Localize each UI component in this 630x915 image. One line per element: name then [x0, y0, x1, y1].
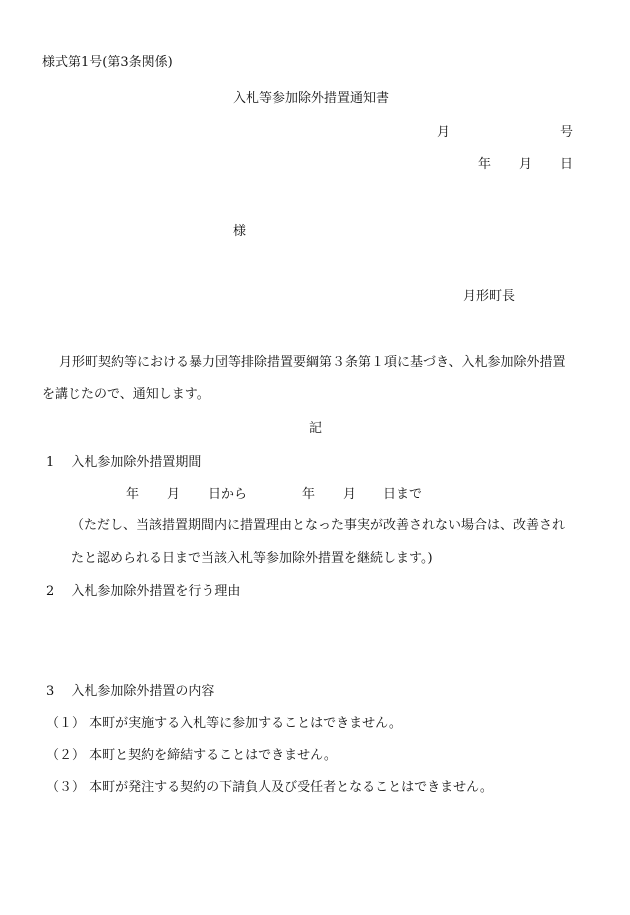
number-suffix-label: 号: [560, 125, 574, 140]
content-item-1: （１） 本町が実施する入札等に参加することはできません。: [46, 716, 402, 731]
date-month-label: 月: [519, 157, 533, 172]
period-note-line-1: （ただし、当該措置期間内に措置理由となった事実が改善されない場合は、改善され: [71, 518, 566, 533]
document-title: 入札等参加除外措置通知書: [233, 91, 390, 106]
period-start-year: 年: [126, 487, 140, 502]
content-item-3: （３） 本町が発注する契約の下請負人及び受任者となることはできません。: [46, 780, 493, 795]
number-month-label: 月: [437, 125, 451, 140]
period-end-month: 月: [343, 487, 357, 502]
period-start-month: 月: [167, 487, 181, 502]
body-text-line-2: を講じたので、通知します。: [42, 387, 210, 402]
date-day-label: 日: [560, 157, 574, 172]
addressee-suffix: 様: [233, 224, 247, 239]
period-start-day: 日から: [208, 487, 248, 502]
section-2-heading: 2 入札参加除外措置を行う理由: [46, 584, 241, 599]
body-text-line-1: 月形町契約等における暴力団等排除措置要綱第３条第１項に基づき、入札参加除外措置: [59, 355, 566, 370]
issuer-name: 月形町長: [463, 289, 516, 304]
period-note-line-2: たと認められる日まで当該入札等参加除外措置を継続します。): [71, 551, 433, 566]
content-item-2: （２） 本町と契約を締結することはできません。: [46, 748, 337, 763]
form-label: 様式第1号(第3条関係): [42, 55, 173, 70]
section-1-heading: 1 入札参加除外措置期間: [46, 455, 202, 470]
period-end-day: 日まで: [383, 487, 423, 502]
section-3-heading: 3 入札参加除外措置の内容: [46, 684, 215, 699]
ki-heading: 記: [309, 421, 323, 436]
period-end-year: 年: [302, 487, 316, 502]
date-year-label: 年: [478, 157, 492, 172]
